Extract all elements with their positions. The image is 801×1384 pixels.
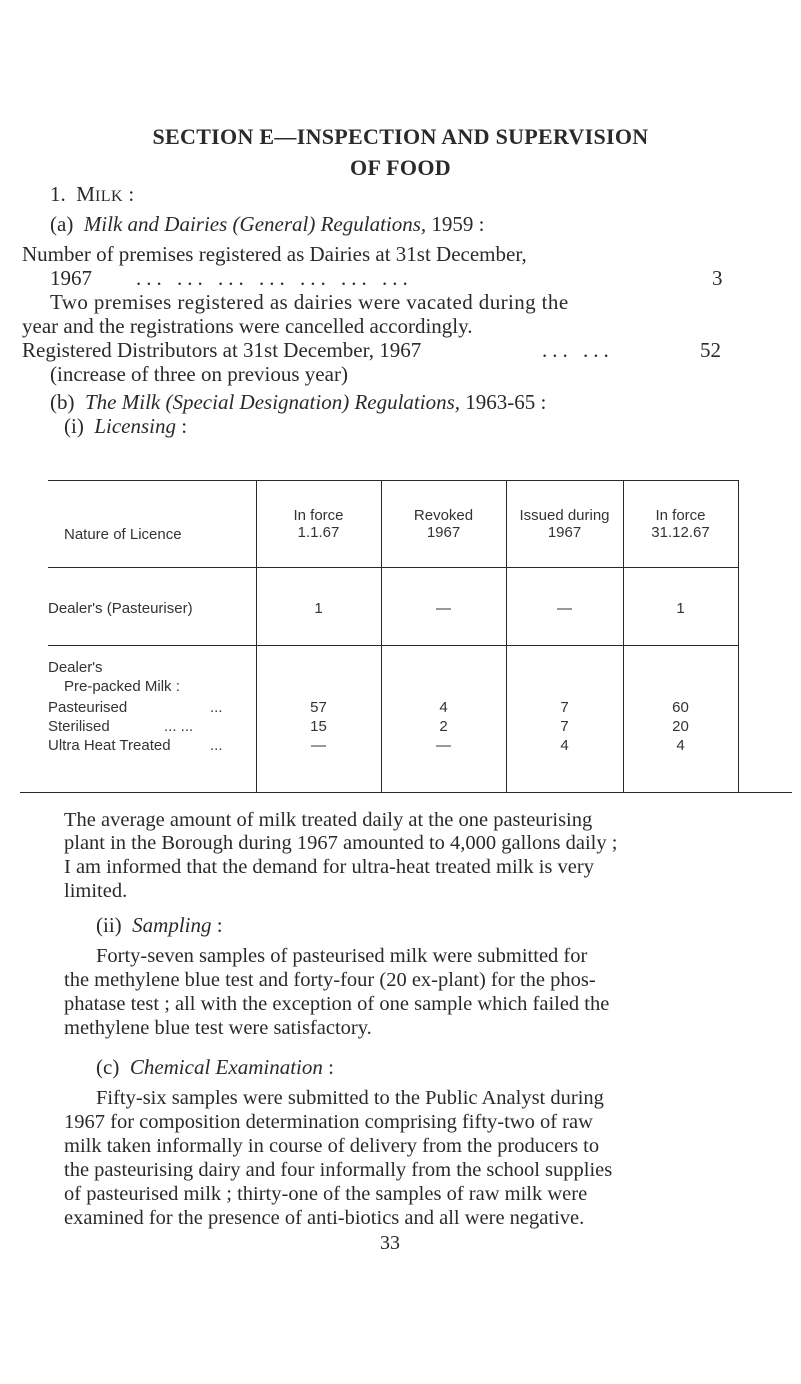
- table-col-rule-5: [738, 480, 739, 792]
- table-rule-header: [48, 567, 738, 568]
- milk-heading-colon: :: [128, 182, 135, 206]
- sampling-label: (ii): [96, 913, 122, 937]
- row-pasteuriser-issued: —: [557, 600, 572, 617]
- header-issued-label: Issued during: [519, 507, 610, 524]
- milk-heading-initial: M: [76, 182, 95, 206]
- table-row-name: Pasteurised: [48, 699, 128, 716]
- table-row-dots: ...: [210, 737, 223, 754]
- table-row-in-force-end: 60: [672, 699, 689, 716]
- table-row-dots: ... ...: [164, 718, 194, 735]
- table-row-issued: 7: [560, 718, 569, 735]
- part-a-title: Milk and Dairies (General) Regulations,: [83, 212, 427, 236]
- average-paragraph: [64, 809, 729, 833]
- sampling-line: Forty-seven samples of pasteurised milk were submitted for: [96, 945, 588, 967]
- header-in-force-start-label: In force: [293, 507, 344, 524]
- part-b-label: (b): [50, 390, 75, 414]
- part-a-heading: [50, 214, 485, 235]
- part-a-line1: Number of premises registered as Dairies at 31st December,: [22, 242, 527, 266]
- sampling-line: methylene blue test were satisfactory.: [64, 1017, 372, 1039]
- table-row-dots: ...: [210, 699, 223, 716]
- row-pasteuriser-revoked: —: [436, 600, 451, 617]
- chemical-title: Chemical Examination: [129, 1055, 323, 1079]
- part-a-line6: (increase of three on previous year): [50, 362, 348, 386]
- licensing-heading: [64, 416, 187, 437]
- milk-heading: [50, 184, 134, 207]
- header-revoked: [381, 507, 506, 541]
- header-issued: [506, 507, 623, 541]
- section-title-line1: SECTION E—INSPECTION AND SUPERVISION: [152, 124, 649, 149]
- part-a-line4: year and the registrations were cancelled accordingly.: [22, 314, 473, 338]
- part-a-line3: Two premises registered as dairies were vacated during the: [50, 290, 569, 314]
- group-label-dealers: Dealer's: [48, 659, 103, 676]
- header-nature: Nature of Licence: [64, 526, 182, 543]
- header-revoked-year: 1967: [426, 524, 461, 541]
- licensing-title: Licensing: [94, 414, 176, 438]
- average-line: I am informed that the demand for ultra-heat treated milk is very: [64, 856, 594, 878]
- group-label-prepacked: Pre-packed Milk :: [64, 678, 180, 695]
- table-row-name: Ultra Heat Treated: [48, 737, 171, 754]
- part-b-heading: [50, 392, 546, 413]
- sampling-title: Sampling: [132, 913, 212, 937]
- table-row-revoked: 4: [439, 699, 448, 716]
- table-row-revoked: 2: [439, 718, 448, 735]
- sampling-colon: :: [216, 913, 223, 937]
- row-pasteuriser-in-force-start: 1: [314, 600, 323, 617]
- part-a-line2-year: 1967: [50, 266, 92, 290]
- header-in-force-start: [256, 507, 381, 541]
- chemical-label: (c): [96, 1055, 120, 1079]
- header-in-force-end-date: 31.12.67: [651, 524, 710, 541]
- chemical-colon: :: [328, 1055, 334, 1079]
- chemical-line: Fifty-six samples were submitted to the Public Analyst during: [96, 1087, 604, 1109]
- average-line: plant in the Borough during 1967 amounted to 4,000 gallons daily ;: [64, 832, 618, 854]
- dairies-count: 3: [712, 266, 723, 290]
- table-row-name: Sterilised: [48, 718, 110, 735]
- chemical-line: examined for the presence of anti-biotics and all were negative.: [64, 1207, 585, 1229]
- milk-heading-rest: ILK: [94, 188, 124, 205]
- chemical-line: milk taken informally in course of delivery from the producers to: [64, 1135, 600, 1157]
- sampling-heading: [96, 915, 223, 936]
- part-a-dots: ... ... ... ... ... ... ...: [136, 266, 413, 290]
- sampling-line: the methylene blue test and forty-four (20 ex-plant) for the phos-: [64, 969, 596, 991]
- sampling-line: phatase test ; all with the exception of one sample which failed the: [64, 993, 610, 1015]
- table-row-in-force-end: 4: [676, 737, 685, 754]
- chemical-line: of pasteurised milk ; thirty-one of the samples of raw milk were: [64, 1183, 588, 1205]
- average-line: The average amount of milk treated daily at the one pasteurising: [64, 809, 593, 831]
- part-a-year: 1959 :: [431, 212, 485, 236]
- row-pasteuriser-name: Dealer's (Pasteuriser): [48, 600, 193, 617]
- row-pasteuriser-in-force-end: 1: [676, 600, 685, 617]
- header-revoked-label: Revoked: [413, 507, 474, 524]
- part-a-dots2: ... ...: [542, 338, 614, 362]
- header-in-force-end: [623, 507, 738, 541]
- part-b-title: The Milk (Special Designation) Regulations,: [85, 390, 461, 414]
- part-b-years: 1963-65 :: [465, 390, 547, 414]
- milk-number: 1.: [50, 182, 66, 206]
- distributors-count: 52: [700, 338, 721, 362]
- header-in-force-start-date: 1.1.67: [297, 524, 340, 541]
- table-rule-mid: [48, 645, 738, 646]
- chemical-line: the pasteurising dairy and four informally from the school supplies: [64, 1159, 613, 1181]
- licensing-colon: :: [181, 414, 188, 438]
- table-rule-top: [48, 480, 738, 481]
- table-row-in-force-start: 15: [310, 718, 327, 735]
- chemical-line: 1967 for composition determination comprising fifty-two of raw: [64, 1111, 593, 1133]
- part-a-line5: Registered Distributors at 31st December, 1967: [22, 338, 422, 362]
- part-a-label: (a): [50, 212, 74, 236]
- header-issued-year: 1967: [547, 524, 582, 541]
- table-row-issued: 7: [560, 699, 569, 716]
- page-number: 33: [380, 1232, 400, 1254]
- licence-table: [48, 480, 738, 794]
- table-row-revoked: —: [436, 737, 451, 754]
- section-title-line2: OF FOOD: [350, 155, 451, 180]
- table-rule-bottom: [20, 792, 792, 793]
- table-row-in-force-start: —: [311, 737, 326, 754]
- licensing-label: (i): [64, 414, 84, 438]
- average-line: limited.: [64, 880, 128, 902]
- header-in-force-end-label: In force: [655, 507, 706, 524]
- table-row-in-force-start: 57: [310, 699, 327, 716]
- chemical-heading: [96, 1057, 334, 1078]
- table-row-issued: 4: [560, 737, 569, 754]
- table-row-in-force-end: 20: [672, 718, 689, 735]
